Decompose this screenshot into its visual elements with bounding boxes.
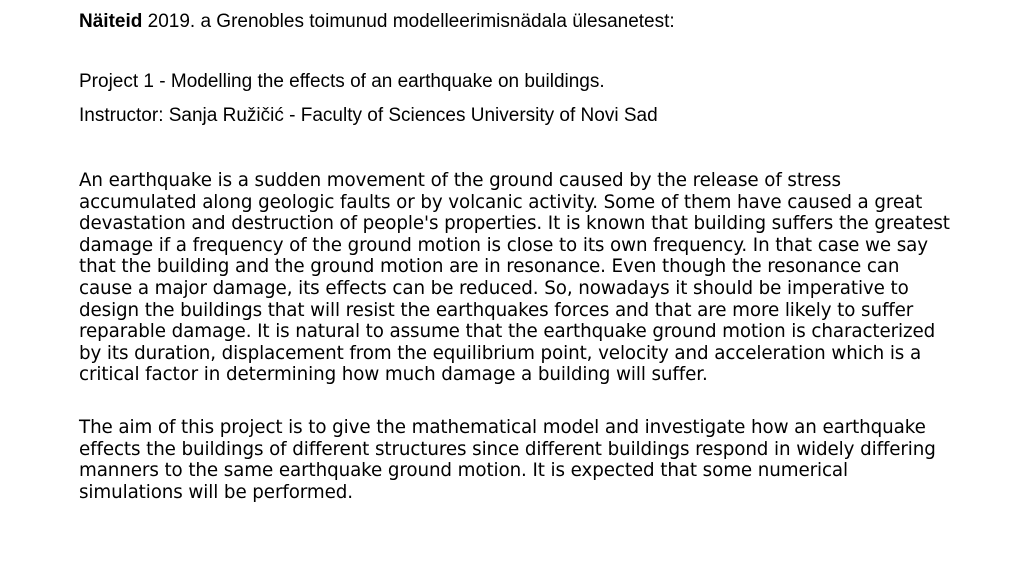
heading-bold-label: Näiteid <box>79 11 143 32</box>
project-instructor: Instructor: Sanja Ružičić - Faculty of Sciences University of Novi Sad <box>79 105 658 126</box>
heading-text: 2019. a Grenobles toimunud modelleerimisnädala ülesanetest: <box>142 11 675 32</box>
project-title: Project 1 - Modelling the effects of an earthquake on buildings. <box>79 71 605 92</box>
heading-line <box>79 10 675 34</box>
body-paragraph-2: The aim of this project is to give the mathematical model and investigate how an earthquake effects the buildings of different structures since different buildings respond in widely differing manners to the same earthquake ground motion. It is expected that some numerical simulations will be performed. <box>79 417 936 503</box>
body-paragraph-1: An earthquake is a sudden movement of the ground caused by the release of stress accumulated along geologic faults or by volcanic activity. Some of them have caused a great devastation and destruction of people's properties. It is known that building suffers the greatest damage if a frequency of the ground motion is close to its own frequency. In that case we say that the building and the ground motion are in resonance. Even though the resonance can cause a major damage, its effects can be reduced. So, nowadays it should be imperative to design the buildings that will resist the earthquakes forces and that are more likely to suffer reparable damage. It is natural to assume that the earthquake ground motion is characterized by its duration, displacement from the equilibrium point, velocity and acceleration which is a critical factor in determining how much damage a building will suffer. <box>79 170 950 386</box>
slide <box>79 0 959 576</box>
